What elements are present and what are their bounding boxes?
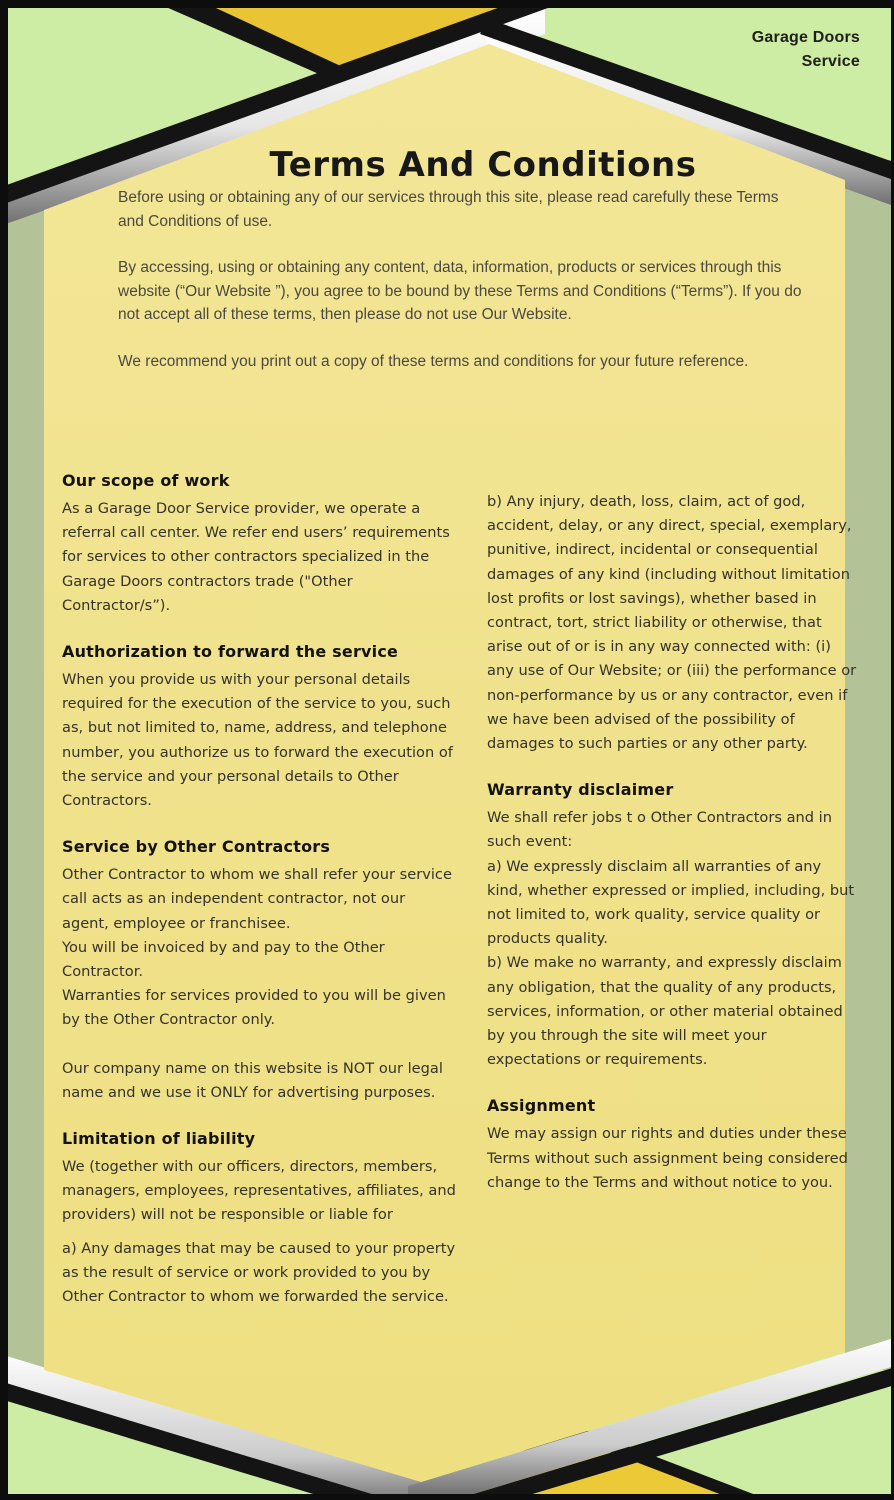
section-paragraph: Our company name on this website is NOT our legal name and we use it ONLY for advertising purposes.	[62, 1059, 443, 1101]
section-paragraph: Other Contractor to whom we shall refer your service call acts as an independent contractor, not our agent, employee or franchisee.	[62, 866, 452, 932]
column-left	[62, 468, 456, 1330]
section-heading: Warranty disclaimer	[487, 780, 674, 800]
column-right	[487, 490, 859, 1216]
section-paragraph: a) We expressly disclaim all warranties of any kind, whether expressed or implied, including, but not limited to, work quality, service quality or products quality.	[487, 857, 855, 948]
section-paragraph: As a Garage Door Service provider, we operate a referral call center. We refer end users’ requirements for services to other contractors specialized in the Garage Doors contractors trade ("Other Contractor/s”).	[62, 500, 450, 614]
intro-paragraph: By accessing, using or obtaining any content, data, information, products or services through this website (“Our Website ”), you agree to be bound by these Terms and Conditions (“Terms”). If you do not accept all of these terms, then please do not use Our Website.	[118, 259, 802, 324]
section-paragraph: We (together with our officers, directors, members, managers, employees, representatives, affiliates, and providers) will not be responsible or liable for	[62, 1158, 456, 1224]
paragraph-spacer	[62, 1228, 456, 1237]
section-service-by-other-contractors	[62, 834, 456, 1105]
section-our-scope-of-work	[62, 468, 456, 618]
section-paragraph: a) Any damages that may be caused to your property as the result of service or work provided to you by Other Contractor to whom we forwarded the service.	[62, 1239, 456, 1306]
section-authorization-to-forward	[62, 639, 456, 813]
intro-paragraph: We recommend you print out a copy of these terms and conditions for your future reference.	[118, 352, 749, 370]
section-heading: Our scope of work	[62, 471, 230, 490]
section-paragraph: When you provide us with your personal details required for the execution of the service to you, such as, but not limited to, name, address, and telephone number, you authorize us to forward the execution of the service and your personal details to Other Contractors.	[62, 671, 453, 810]
section-paragraph: b) We make no warranty, and expressly disclaim any obligation, that the quality of any products, services, information, or other material obtained by you through the site will meet your expectations or requirements.	[487, 954, 843, 1069]
section-warranty-disclaimer	[487, 777, 859, 1072]
section-heading: Limitation of liability	[62, 1129, 256, 1149]
brand-line-2: Service	[801, 53, 860, 70]
section-paragraph: b) Any injury, death, loss, claim, act of god, accident, delay, or any direct, special, exemplary, punitive, indirect, incidental or consequential damages of any kind (including without limitation lost profits or lost savings), whether based in contract, tort, strict liability or otherwise, that arise out of or is in any way connected with: (i) any use of Our Website; or (iii) the performance or non-performance by us or any contractor, even if we have been advised of the possibility of damages to such parties or any other party.	[487, 493, 857, 753]
intro-block	[118, 186, 808, 397]
section-heading: Service by Other Contractors	[62, 837, 331, 857]
section-paragraph: Warranties for services provided to you will be given by the Other Contractor only.	[62, 987, 446, 1029]
section-paragraph: You will be invoiced by and pay to the Other Contractor.	[62, 938, 385, 981]
section-assignment	[487, 1093, 859, 1195]
brand	[752, 26, 860, 74]
section-heading: Authorization to forward the service	[62, 642, 399, 662]
section-liability-continued	[487, 490, 859, 756]
intro-paragraph: Before using or obtaining any of our services through this site, please read carefully these Terms and Conditions of use.	[118, 189, 779, 230]
page-title: Terms And Conditions	[269, 144, 697, 185]
section-heading: Assignment	[487, 1096, 596, 1116]
section-paragraph: We may assign our rights and duties under these Terms without such assignment being considered change to the Terms and without notice to you.	[487, 1125, 848, 1191]
section-limitation-of-liability	[62, 1126, 456, 1309]
paragraph-spacer	[62, 1033, 456, 1057]
brand-line-1: Garage Doors	[751, 29, 860, 46]
section-paragraph: We shall refer jobs t o Other Contractors and in such event:	[487, 809, 832, 851]
